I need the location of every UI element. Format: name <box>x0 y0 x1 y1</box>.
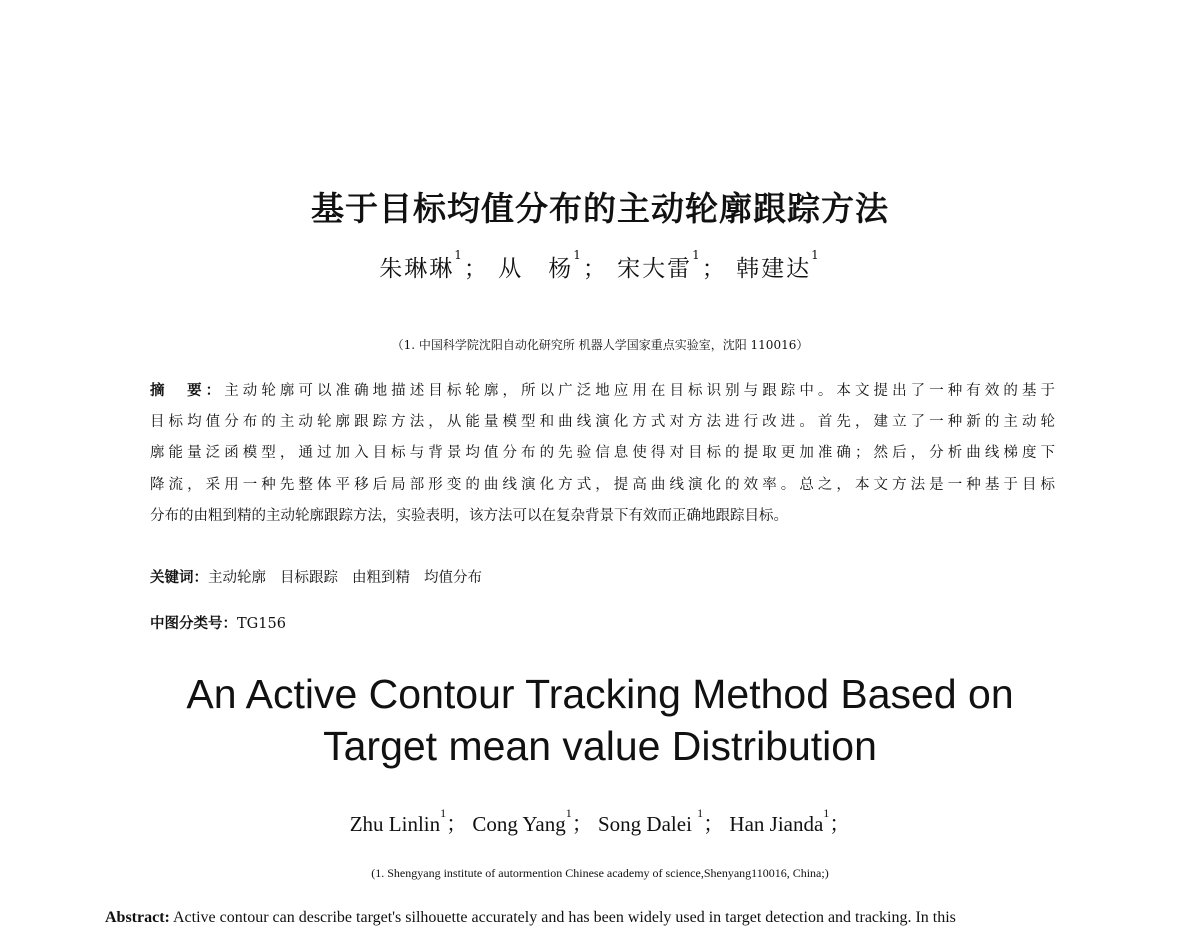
english-authors <box>0 808 1200 838</box>
author: Cong Yang$^1$； <box>472 806 593 836</box>
clc-label: 中图分类号： <box>150 616 237 632</box>
chinese-abstract-line: 廓能量泛函模型，通过加入目标与背景均值分布的先验信息使得对目标的提取更加准确；然后，分析曲线梯度下 <box>150 445 1055 461</box>
author: Zhu Linlin$^1$； <box>349 806 468 836</box>
chinese-abstract-line: 摘 要：主动轮廓可以准确地描述目标轮廓，所以广泛地应用在目标识别与跟踪中。本文提出了一种有效的基于 <box>150 383 1056 399</box>
chinese-abstract-line: 降流，采用一种先整体平移后局部形变的曲线演化方式，提高曲线演化的效率。总之，本文方法是一种基于目标 <box>150 477 1055 493</box>
english-title <box>0 668 1200 772</box>
keywords <box>150 566 496 587</box>
abstract-label: Abstract: <box>105 909 170 926</box>
chinese-abstract-line: 分布的由粗到精的主动轮廓跟踪方法，实验表明，该方法可以在复杂背景下有效而正确地跟踪目标。 <box>150 508 788 524</box>
english-abstract <box>105 909 1105 927</box>
keywords-label: 关键词： <box>150 570 208 586</box>
english-affiliation: (1. Shengyang institute of autormention Chinese academy of science,Shenyang110016, China;) <box>371 866 829 880</box>
english-title-line: An Active Contour Tracking Method Based on <box>186 671 1014 717</box>
author: 从 杨$^1$； <box>498 248 608 282</box>
author: 韩建达$^1$ <box>736 248 821 282</box>
keyword: 均值分布 <box>424 570 482 586</box>
chinese-title: 基于目标均值分布的主动轮廓跟踪方法 <box>311 189 889 228</box>
chinese-affiliation: （1. 中国科学院沈阳自动化研究所 机器人学国家重点实验室，沈阳 110016） <box>391 338 809 352</box>
abstract-text: Active contour can describe target's silhouette accurately and has been widely used in target detection and tracking. In this <box>173 909 956 926</box>
keyword: 目标跟踪 <box>280 570 338 586</box>
author: 朱琳琳$^1$； <box>379 248 489 282</box>
keyword: 主动轮廓 <box>208 570 266 586</box>
author: Song Dalei $^1$； <box>598 806 725 836</box>
chinese-abstract-line: 目标均值分布的主动轮廓跟踪方法，从能量模型和曲线演化方式对方法进行改进。首先，建立了一种新的主动轮 <box>150 414 1055 430</box>
chinese-authors <box>0 250 1200 283</box>
author: 宋大雷$^1$； <box>617 248 727 282</box>
english-title-line: Target mean value Distribution <box>323 723 877 769</box>
classification-number <box>150 612 286 633</box>
abstract-label: 摘 要： <box>150 383 225 399</box>
clc-value: TG156 <box>237 616 286 632</box>
author: Han Jianda$^1$； <box>729 806 851 836</box>
keyword: 由粗到精 <box>352 570 410 586</box>
